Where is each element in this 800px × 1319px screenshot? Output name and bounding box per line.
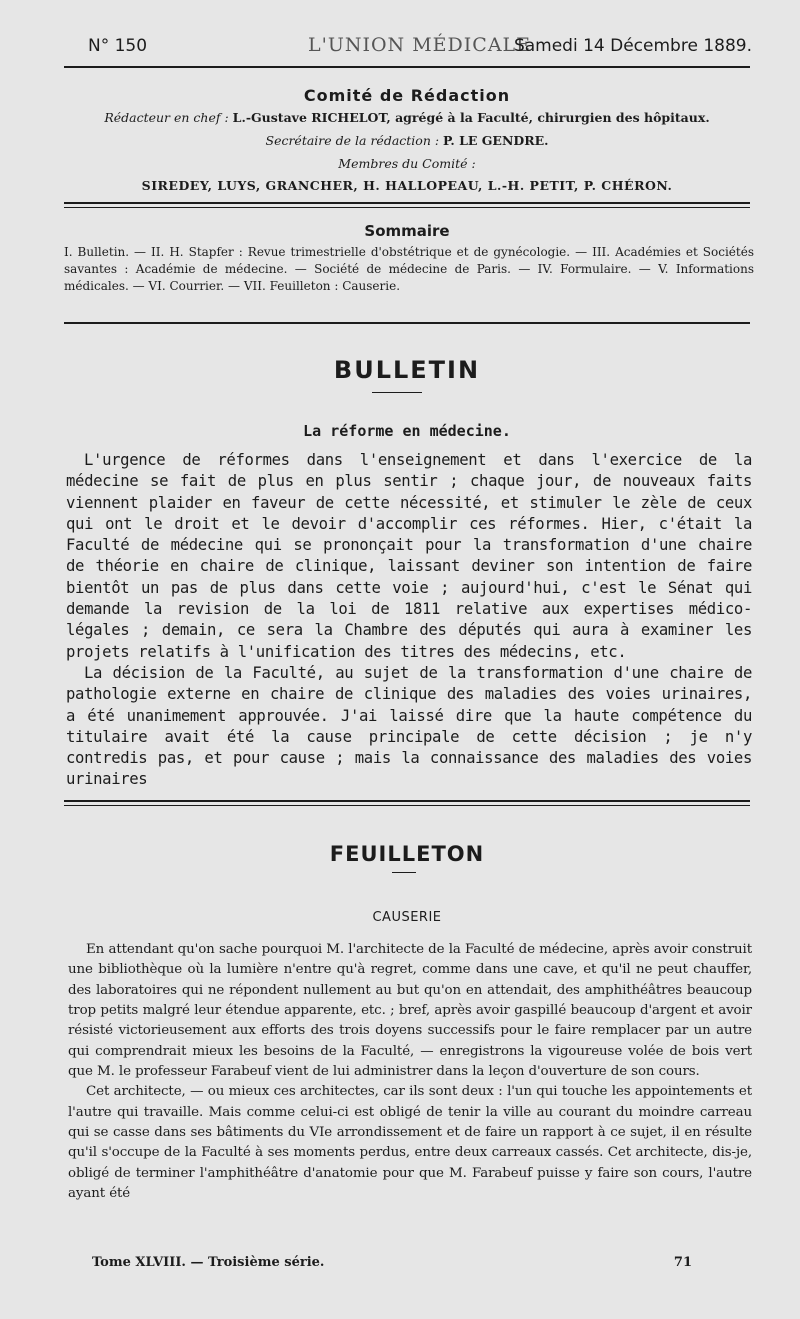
feuilleton-body	[68, 940, 752, 1204]
page-number: 71	[673, 1255, 692, 1270]
chief-editor-label: Rédacteur en chef :	[104, 110, 229, 125]
committee-secretary	[64, 133, 750, 148]
committee-chief-editor	[64, 110, 750, 125]
secretary-label: Secrétaire de la rédaction :	[265, 133, 440, 148]
committee-members-label: Membres du Comité :	[338, 156, 476, 171]
page-footer	[92, 1255, 692, 1277]
sommaire-title: Sommaire	[364, 222, 450, 240]
bulletin-title: BULLETIN	[333, 356, 481, 384]
feuilleton-ornament	[392, 872, 416, 873]
page-header	[88, 36, 752, 66]
feuilleton-paragraph: En attendant qu'on sache pourquoi M. l'architecte de la Faculté de médecine, après avoir construit une bibliothèque où la lumière n'entre qu'à regret, comme dans une cave, et qu'il ne peut chauffer, des laboratoires qui ne répondent nullement au but qu'on en attendait, des amphithéâtres beaucoup trop petits malgré leur étendue apparente, etc. ; bref, après avoir gaspillé beaucoup d'argent et avoir résisté victorieusement aux efforts des trois doyens successifs pour le faire remplacer par un autre qui comprendrait mieux les besoins de la Faculté, — enregistrons la vigoureuse volée de bois vert que M. le professeur Farabeuf vient de lui administrer dans la leçon d'ouverture de son cours.	[68, 942, 752, 1080]
issue-date: Samedi 14 Décembre 1889.	[513, 36, 752, 56]
header-rule	[64, 66, 750, 68]
committee-rule-bottom	[64, 207, 750, 208]
bulletin-paragraph: L'urgence de réformes dans l'enseignement et dans l'exercice de la médecine se fait de plus en plus sentir ; chaque jour, de nouveaux faits viennent plaider en faveur de cette nécessité, et stimuler le zèle de ceux qui ont le droit et le devoir d'accomplir ces réformes. Hier, c'était la Faculté de médecine qui se prononçait pour la transformation d'une chaire de théorie en chaire de clinique, laissant deviner son intention de faire bientôt un pas de plus dans cette voie ; aujourd'hui, c'est le Sénat qui demande la revision de la loi de 1811 relative aux expertises médico-légales ; demain, ce sera la Chambre des députés qui aura à examiner les projets relatifs à l'unification des titres des médecins, etc.	[66, 451, 752, 661]
article-title: La réforme en médecine.	[303, 422, 511, 440]
issue-number: N° 150	[88, 36, 148, 56]
feuilleton-paragraph: Cet architecte, — ou mieux ces architectes, car ils sont deux : l'un qui touche les appointements et l'autre qui travaille. Mais comme celui-ci est obligé de tenir la ville au courant du moindre carreau qui se casse dans ses bâtiments du VIe arrondissement et de faire un rapport à ce sujet, il en résulte qu'il s'occupe de la Faculté à ses moments perdus, entre deux carreaux cassés. Cet architecte, dis-je, obligé de terminer l'amphithéâtre d'anatomie pour que M. Farabeuf puisse y faire son cours, l'autre ayant été	[68, 1084, 752, 1202]
committee-rule-top	[64, 202, 750, 204]
sommaire-text: I. Bulletin. — II. H. Stapfer : Revue trimestrielle d'obstétrique et de gynécologie. — III. Académies et Sociétés savantes : Académie de médecine. — Société de médecine de Paris. — IV. Formulaire. — V. Informations médicales. — VI. Courrier. — VII. Feuilleton : Causerie.	[64, 245, 754, 293]
journal-name: L'UNION MÉDICALE	[308, 34, 532, 56]
committee-members: SIREDEY, LUYS, GRANCHER, H. HALLOPEAU, L.-H. PETIT, P. CHÉRON.	[141, 178, 673, 193]
chief-editor-value: L.-Gustave RICHELOT, agrégé à la Faculté, chirurgien des hôpitaux.	[232, 110, 710, 125]
sommaire-rule	[64, 322, 750, 324]
committee-title: Comité de Rédaction	[303, 86, 511, 105]
bulletin-paragraph: La décision de la Faculté, au sujet de la transformation d'une chaire de pathologie externe en chaire de clinique des maladies des voies urinaires, a été unanimement approuvée. J'ai laissé dire que la haute compétence du titulaire avait été la cause principale de cette décision ; je n'y contredis pas, et pour cause ; mais la connaissance des maladies des voies urinaires	[66, 663, 752, 789]
feuilleton-rule-top	[64, 800, 750, 802]
bulletin-body	[66, 450, 752, 791]
volume-info: Tome XLVIII. — Troisième série.	[92, 1255, 325, 1270]
secretary-value: P. LE GENDRE.	[443, 133, 549, 148]
feuilleton-title: FEUILLETON	[329, 842, 485, 866]
causerie-title: CAUSERIE	[372, 910, 442, 925]
bulletin-ornament	[372, 392, 422, 393]
feuilleton-rule-bottom	[64, 805, 750, 806]
